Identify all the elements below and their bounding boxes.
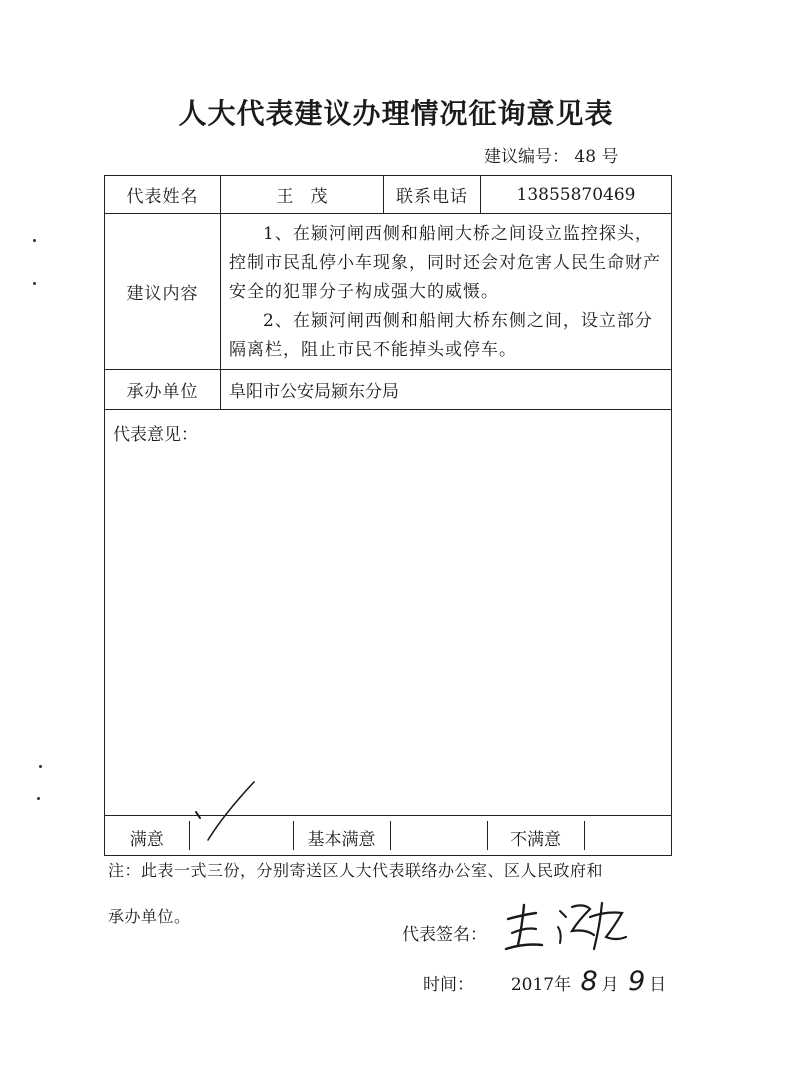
scan-speck [37, 797, 40, 800]
rep-name-value: 王 茂 [221, 176, 384, 214]
opinion-area [105, 410, 672, 816]
unsatisfied-checkbox[interactable] [584, 821, 672, 850]
date-day: 9 [628, 966, 646, 997]
signature-row [402, 920, 487, 945]
form-row-handler [105, 370, 672, 410]
phone-label: 联系电话 [384, 176, 481, 214]
opinion-form-table [104, 175, 672, 856]
content-paragraph-1: 1、在颍河闸西侧和船闸大桥之间设立监控探头，控制市民乱停小车现象，同时还会对危害人民生命财产安全的犯罪分子构成强大的威慑。 [229, 224, 661, 302]
content-value [221, 214, 672, 370]
footnote-line-1: 注：此表一式三份，分别寄送区人大代表联络办公室、区人民政府和 [108, 861, 604, 880]
scan-speck [33, 282, 36, 285]
handler-label: 承办单位 [105, 370, 221, 410]
scan-speck [39, 765, 42, 768]
date-row [423, 966, 666, 997]
date-label: 时间： [423, 975, 474, 995]
suggestion-number [484, 142, 618, 167]
date-month-unit: 月 [601, 975, 619, 995]
date-day-unit: 日 [649, 975, 667, 995]
suggestion-number-value: 48 [574, 147, 597, 167]
handwritten-signature-icon [502, 897, 630, 959]
scan-speck [33, 239, 36, 242]
content-label: 建议内容 [105, 214, 221, 370]
handwritten-check-icon [192, 772, 272, 852]
page-title: 人大代表建议办理情况征询意见表 [178, 97, 614, 130]
suggestion-number-label: 建议编号： [484, 147, 569, 167]
date-month: 8 [580, 966, 598, 997]
satisfaction-table [105, 821, 672, 850]
form-row-opinion [105, 410, 672, 816]
suggestion-number-suffix: 号 [601, 147, 619, 167]
rep-name-label: 代表姓名 [105, 176, 221, 214]
form-row-representative [105, 176, 672, 214]
basic-satisfied-checkbox[interactable] [390, 821, 487, 850]
opinion-label: 代表意见： [113, 425, 198, 445]
date-year-unit: 年 [554, 975, 572, 995]
footnote-line-2: 承办单位。 [108, 907, 191, 926]
content-paragraph-2: 2、在颍河闸西侧和船闸大桥东侧之间，设立部分隔离栏，阻止市民不能掉头或停车。 [229, 311, 653, 360]
unsatisfied-label: 不满意 [487, 821, 584, 850]
handler-value: 阜阳市公安局颍东分局 [221, 370, 672, 410]
signature-label: 代表签名： [402, 925, 487, 945]
basic-satisfied-label: 基本满意 [293, 821, 390, 850]
date-year: 2017 [510, 975, 555, 995]
phone-value: 13855870469 [481, 176, 672, 214]
form-row-content [105, 214, 672, 370]
satisfied-label: 满意 [129, 830, 164, 850]
